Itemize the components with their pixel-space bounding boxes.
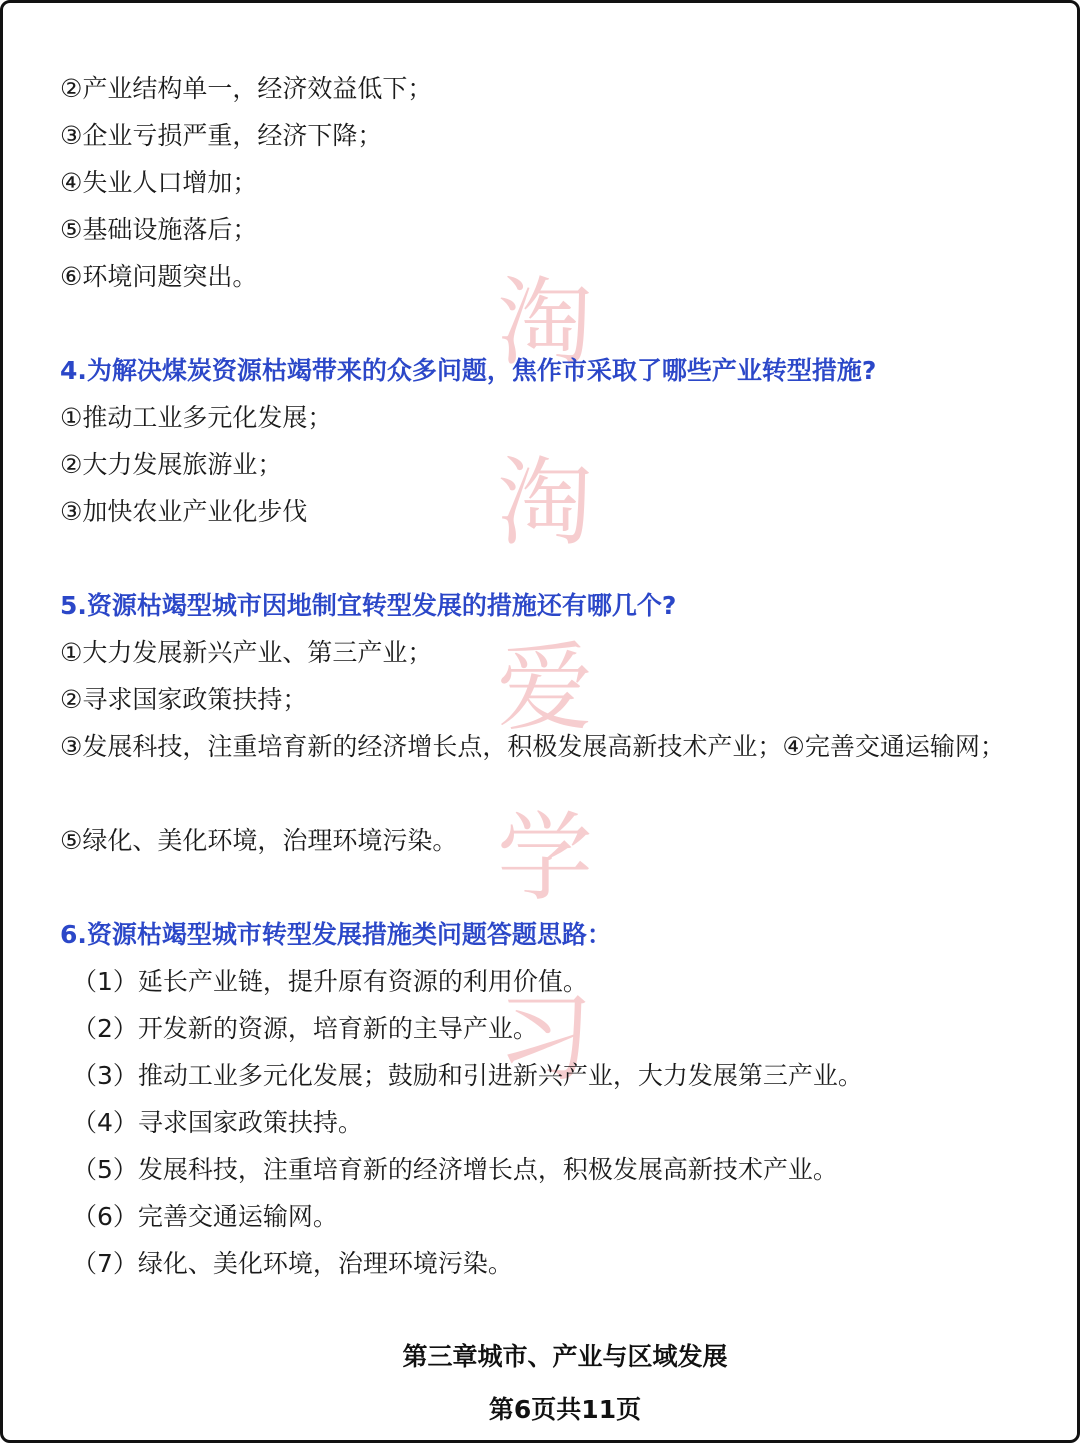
answer-item: ②寻求国家政策扶持；: [60, 685, 308, 714]
watermark-char-1: 淘: [497, 267, 593, 379]
answer-item: （3）推动工业多元化发展；鼓励和引进新兴产业，大力发展第三产业。: [72, 1061, 863, 1090]
question-6-heading: 6.资源枯竭型城市转型发展措施类问题答题思路：: [60, 920, 612, 949]
watermark-char-5: 习: [497, 982, 593, 1094]
list-item: ③企业亏损严重，经济下降；: [60, 121, 383, 150]
answer-item: ③加快农业产业化步伐: [60, 497, 308, 526]
answer-item: （4）寻求国家政策扶持。: [72, 1108, 363, 1137]
answer-item: ⑤绿化、美化环境，治理环境污染。: [60, 826, 458, 855]
list-item: ②产业结构单一，经济效益低下；: [60, 74, 433, 103]
watermark-char-2: 淘: [497, 447, 593, 559]
question-4-heading: 4.为解决煤炭资源枯竭带来的众多问题，焦作市采取了哪些产业转型措施?: [60, 356, 877, 385]
answer-item: （2）开发新的资源，培育新的主导产业。: [72, 1014, 538, 1043]
answer-item: （6）完善交通运输网。: [72, 1202, 338, 1231]
watermark-char-4: 学: [497, 802, 593, 914]
watermark-char-3: 爱: [497, 632, 593, 744]
answer-item: （5）发展科技，注重培育新的经济增长点，积极发展高新技术产业。: [72, 1155, 838, 1184]
chapter-footer: 第三章城市、产业与区域发展: [402, 1342, 728, 1371]
list-item: ④失业人口增加；: [60, 168, 258, 197]
answer-item: ②大力发展旅游业；: [60, 450, 283, 479]
list-item: ⑥环境问题突出。: [60, 262, 258, 291]
answer-item: （1）延长产业链，提升原有资源的利用价值。: [72, 967, 588, 996]
answer-item: ①大力发展新兴产业、第三产业；: [60, 638, 433, 667]
answer-item: ①推动工业多元化发展；: [60, 403, 333, 432]
answer-item: （7）绿化、美化环境，治理环境污染。: [72, 1249, 513, 1278]
list-item: ⑤基础设施落后；: [60, 215, 258, 244]
answer-item: ③发展科技，注重培育新的经济增长点，积极发展高新技术产业；④完善交通运输网；: [60, 732, 1005, 761]
question-5-heading: 5.资源枯竭型城市因地制宜转型发展的措施还有哪几个?: [60, 591, 677, 620]
page-number: 第6页共11页: [488, 1395, 642, 1424]
